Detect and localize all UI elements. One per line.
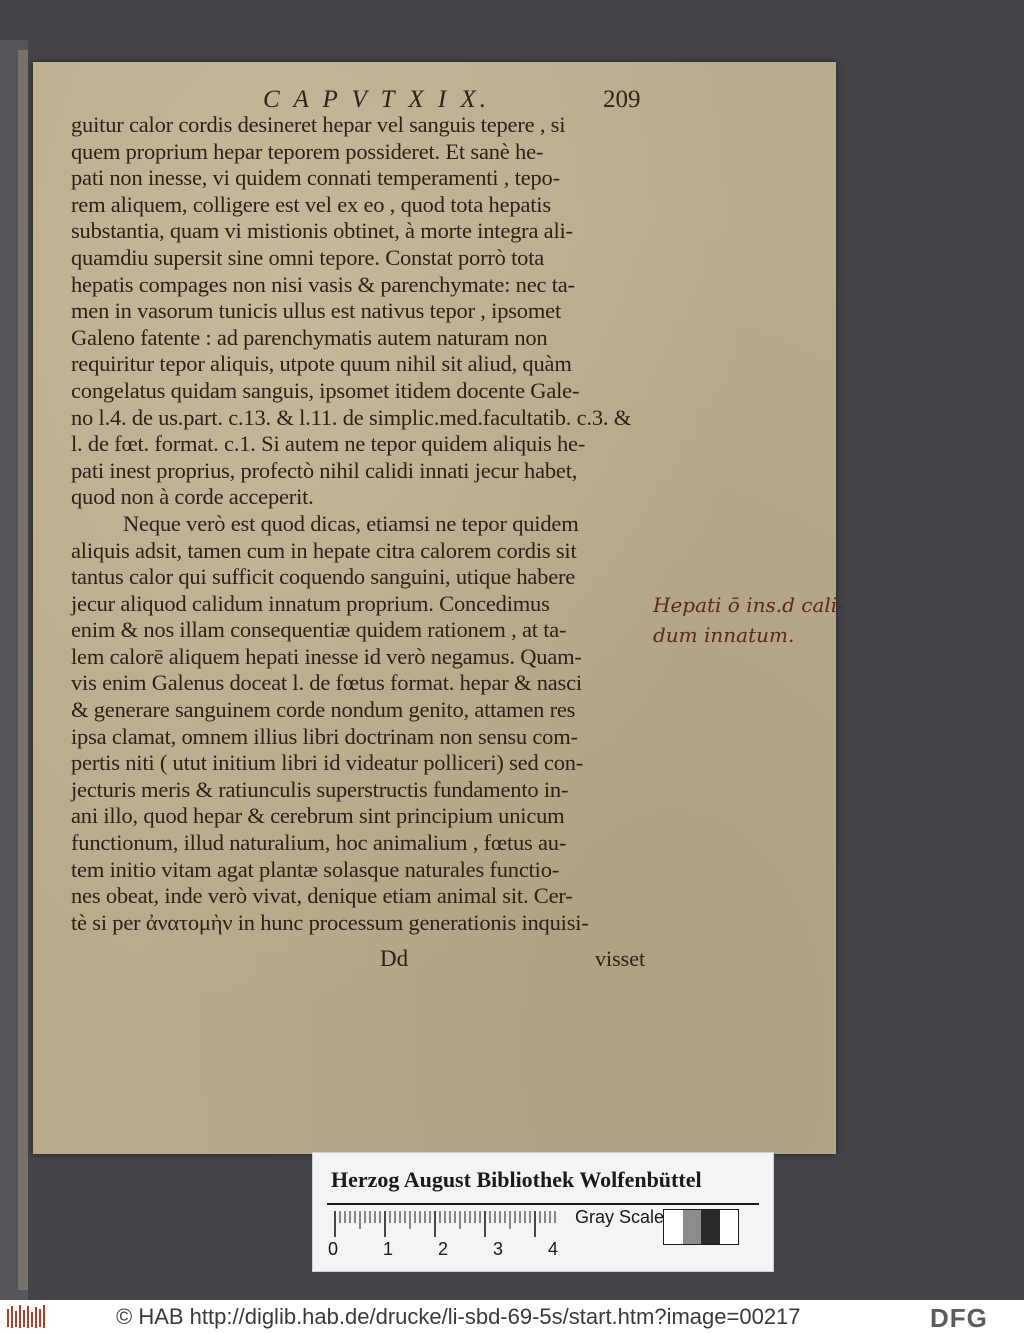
text-line: ipsa clamat, omnem illius libri doctrinam non sensu com- — [71, 723, 578, 749]
text-line: requiritur tepor aliquis, utpote quum nihil sit aliud, quàm — [71, 351, 572, 377]
copyright-link[interactable]: © HAB http://diglib.hab.de/drucke/li-sbd-69-5s/start.htm?image=00217 — [116, 1304, 801, 1329]
ruler-number: 2 — [438, 1239, 449, 1259]
body-text — [71, 112, 671, 936]
ruler-numbers — [328, 1239, 593, 1261]
gray-swatch — [664, 1210, 683, 1244]
text-line: congelatus quidam sanguis, ipsomet itidem docente Gale- — [71, 377, 580, 403]
ruler-number: 0 — [328, 1239, 339, 1259]
book-page — [33, 62, 844, 1154]
signature-mark: Dd — [380, 946, 409, 971]
text-line: ani illo, quod hepar & cerebrum sint principium unicum — [71, 803, 565, 829]
page-footer-marks — [33, 946, 733, 976]
color-reference-card — [312, 1152, 774, 1272]
ruler-number: 4 — [548, 1239, 559, 1259]
text-line: no l.4. de us.part. c.13. & l.11. de simplic.med.facultatib. c.3. & — [71, 404, 632, 430]
page-number: 209 — [603, 86, 641, 113]
text-line: Neque verò est quod dicas, etiamsi ne tepor quidem — [123, 510, 579, 536]
text-line: Galeno fatente : ad parenchymatis autem naturam non — [71, 324, 548, 350]
gray-swatch — [720, 1210, 739, 1244]
card-divider — [327, 1203, 759, 1205]
text-line: jecturis meris & ratiunculis superstructis fundamento in- — [71, 776, 569, 802]
text-line: tem initio vitam agat plantæ solasque naturales functio- — [71, 856, 560, 882]
text-line: substantia, quam vi mistionis obtinet, à morte integra ali- — [71, 218, 573, 244]
marginal-note-line: Hepati ō ins.d cali- — [653, 593, 844, 617]
text-line: quem proprium hepar teporem possideret. Et sanè he- — [71, 138, 544, 164]
text-line: & generare sanguinem corde nondum genito, attamen res — [71, 697, 576, 723]
text-line: tè si per ἀνατομὴν in hunc processum generationis inquisi- — [71, 909, 589, 935]
footer-bar — [0, 1300, 1024, 1334]
text-line: nes obeat, inde verò vivat, denique etiam animal sit. Cer- — [71, 883, 573, 909]
text-line: l. de fœt. format. c.1. Si autem ne tepor quidem aliquis he- — [71, 431, 586, 457]
text-line: lem calorē aliquem hepati inesse id verò negamus. Quam- — [71, 643, 582, 669]
text-line: guitur calor cordis desineret hepar vel sanguis tepere , si — [71, 112, 566, 137]
ruler-number: 3 — [493, 1239, 504, 1259]
gray-swatch — [683, 1210, 702, 1244]
dfg-logo: DFG — [930, 1303, 988, 1333]
text-line: tantus calor qui sufficit coquendo sanguini, utique habere — [71, 564, 576, 590]
text-line: rem aliquem, colligere est vel ex eo , quod tota hepatis — [71, 191, 551, 217]
text-line: pati non inesse, vi quidem connati temperamenti , tepo- — [71, 165, 560, 191]
text-line: quod non à corde acceperit. — [71, 484, 314, 510]
gray-scale-swatches — [663, 1209, 739, 1245]
running-head: C A P V T X I X. — [263, 86, 491, 113]
handwritten-marginal-note — [653, 590, 843, 650]
marginal-note-line: dum innatum. — [653, 623, 795, 647]
text-line: vis enim Galenus doceat l. de fœtus format. hepar & nasci — [71, 670, 582, 696]
text-line: pertis niti ( utut initium libri id videatur polliceri) sed con- — [71, 750, 584, 776]
ruler-scale — [333, 1209, 573, 1239]
catchword: visset — [595, 946, 646, 971]
text-line: functionum, illud naturalium, hoc animalium , fœtus au- — [71, 830, 567, 856]
gray-scale-label: Gray Scale — [575, 1207, 665, 1227]
ruler-number: 1 — [383, 1239, 394, 1259]
gray-swatch — [701, 1210, 720, 1244]
text-line: jecur aliquod calidum innatum proprium. Concedimus — [71, 590, 550, 616]
book-edge — [18, 50, 28, 1290]
text-line: pati inest proprius, profectò nihil calidi innati jecur habet, — [71, 457, 578, 483]
text-line: quamdiu supersit sine omni tepore. Constat porrò tota — [71, 244, 545, 270]
text-line: enim & nos illam consequentiæ quidem rationem , at ta- — [71, 617, 567, 643]
hab-logo-icon — [6, 1303, 48, 1331]
card-title: Herzog August Bibliothek Wolfenbüttel — [331, 1167, 702, 1192]
text-line: aliquis adsit, tamen cum in hepate citra calorem cordis sit — [71, 537, 577, 563]
text-line: hepatis compages non nisi vasis & parenchymate: nec ta- — [71, 271, 575, 297]
text-line: men in vasorum tunicis ullus est nativus tepor , ipsomet — [71, 298, 561, 324]
